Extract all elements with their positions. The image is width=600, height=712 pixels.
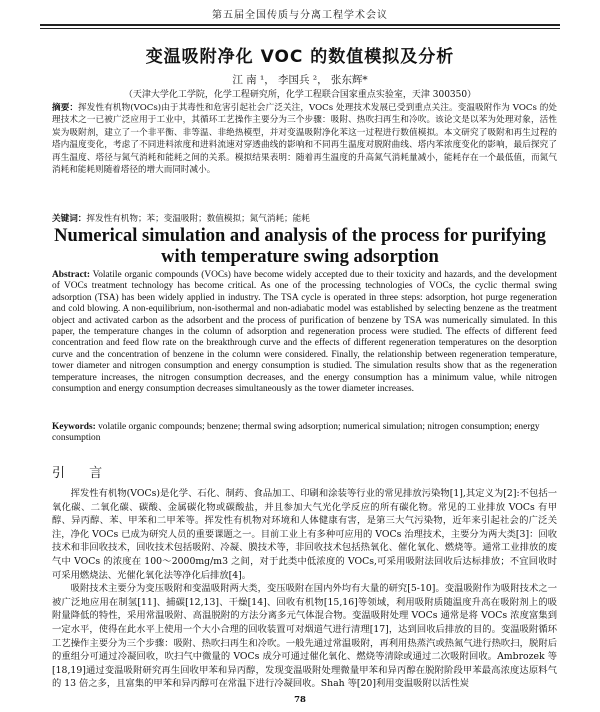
section-heading-introduction: 引 言 — [52, 466, 113, 481]
keywords-en-label: Keywords: — [52, 422, 96, 432]
page-number: 78 — [294, 695, 306, 705]
keywords-cn-label: 关键词： — [52, 214, 87, 224]
abstract-en-text: Volatile organic compounds (VOCs) have become widely accepted due to their toxicity and hazards, and the development of VOCs treatment technology has become critical. As one of the processing technologies of VOCs, the cyclic thermal swing adsorption (TSA) has been widely applied in industry. The TSA cycle is operated in three steps: adsorption, hot purge regeneration and cold blowing. A non-equilibrium, non-isothermal and non-adiabatic model was established by selecting benzene as the treatment object and activated carbon as the adsorbent and the process of purification of benzene by TSA was numerically simulated. In this paper, the temperature changes in the column of adsorption and regeneration process were studied. The effects of different feed concentration and feed flow rate on the breakthrough curve and the effects of different regeneration temperatures on the desorption curve and the concentration of benzene in the column were considered. Finally, the relationship between regeneration temperature, tower diameter and nitrogen consumption and energy consumption is studied. The simulation results show that as the regeneration temperature increases, the nitrogen consumption decreases, and the energy consumption has a minimum value, while nitrogen consumption and energy consumption decreases simultaneously as the tower diameter increases. — [52, 270, 557, 395]
affiliation-cn: （天津大学化工学院，化学工程研究所，化学工程联合国家重点实验室，天津 300350） — [123, 90, 477, 100]
keywords-en-text: volatile organic compounds; benzene; thermal swing adsorption; numerical simulation; nitrogen consumption; energy consumption — [52, 422, 540, 444]
body-paragraph: 挥发性有机物(VOCs)是化学、石化、制药、食品加工、印刷和涂装等行业的常见排放污染物[1],其定义为[2]:不包括一氧化碳、二氧化碳、碳酸、金属碳化物或碳酸盐，并且参加大气光化学反应的所有碳化物。常见的工业排放 VOCs 有甲醇、异丙醇、苯、甲苯和二甲苯等。挥发性有机物对环境和人体健康有害，是第三大气污染物，近年来引起社会的广泛关注，净化 VOCs 已成为研究人员的重要课题之一。目前工业上有多种可应用的 VOCs 治理技术，主要分为两大类[3]：回收技术和非回收技术，回收技术包括吸附、冷凝、膜技术等，非回收技术包括热氧化、催化氧化、燃烧等。通常工业排放的废气中 VOCs 的浓度在 100～2000mg/m3 之间，对于此类中低浓度的 VOCs,可采用吸附法回收后达标排放；不宜回收时可采用燃烧法、光催化氧化法等净化后排放[4]。 — [52, 488, 557, 581]
abstract-cn-text: 挥发性有机物(VOCs)由于其毒性和危害引起社会广泛关注，VOCs 处理技术发展已受到重点关注。变温吸附作为 VOCs 的处理技术之一已被广泛应用于工业中，其循环工艺操作主要分为三个步骤：吸附、热吹扫再生和冷吹。该论文是以苯为处理对象，活性炭为吸附剂，建立了一个非平衡、非等温、非绝热模型，并对变温吸附净化苯这一过程进行数值模拟。本文研究了吸附和再生过程的塔内温度变化，考虑了不同进料浓度和进料流速对穿透曲线的影响和不同再生温度对脱附曲线、塔内苯浓度变化的影响，最后探究了再生温度、塔径与氮气消耗和能耗之间的关系。模拟结果表明：随着再生温度的升高氮气消耗量减小，能耗存在一个最低值，而氮气消耗和能耗则随着塔径的增大而同时减小。 — [52, 103, 557, 176]
abstract-en — [52, 270, 557, 395]
abstract-en-label: Abstract: — [52, 270, 91, 280]
paper-title-en: Numerical simulation and analysis of the process for purifying with temperature swing adsorption — [54, 226, 546, 267]
body-text — [52, 487, 557, 691]
abstract-cn-label: 摘要： — [52, 103, 79, 113]
keywords-en — [52, 422, 557, 445]
keywords-cn — [52, 212, 557, 224]
keywords-cn-text: 挥发性有机物；苯；变温吸附；数值模拟；氮气消耗；能耗 — [86, 214, 310, 224]
paper-title-cn: 变温吸附净化 VOC 的数值模拟及分析 — [145, 47, 455, 67]
body-paragraph: 吸附技术主要分为变压吸附和变温吸附两大类，变压吸附在国内外均有大量的研究[5-10]。变温吸附作为吸附技术之一被广泛地应用在制氢[11]、捕碳[12,13]、干燥[14]、回收有机物[15,16]等领域，利用吸附质随温度升高在吸附剂上的吸附量降低的特性，采用常温吸附、高温脱附的方法分离多元气体混合物。变温吸附处理 VOCs 通常是将 VOCs 浓度富集到一定水平，使得在此水平上使用一个大小合理的回收装置可对烟道气进行清理[17]，达到回收后排放的目的。变温吸附循环工艺操作主要分为三个步骤：吸附、热吹扫再生和冷吹。一般先通过常温吸附，再利用热蒸汽或热氮气进行热吹扫，脱附后的重组分可通过冷凝回收，吹扫气中微量的 VOCs 成分可通过催化氧化、燃烧等清除或通过二次吸附回收。Ambrozek 等[18,19]通过变温吸附研究再生回收甲苯和异丙醇，发现变温吸附处理微量甲苯和异丙醇在脱附阶段甲苯最高浓度达原料气的 13 倍之多，且富集的甲苯和异丙醇可在常温下进行冷凝回收。Shah 等[20]利用变温吸附以活性炭 — [52, 583, 557, 690]
authors-cn: 江 南 ¹， 李国兵 ²， 张东辉* — [232, 74, 368, 86]
running-header: 第五届全国传质与分离工程学术会议 — [40, 6, 560, 26]
abstract-cn — [52, 102, 557, 176]
